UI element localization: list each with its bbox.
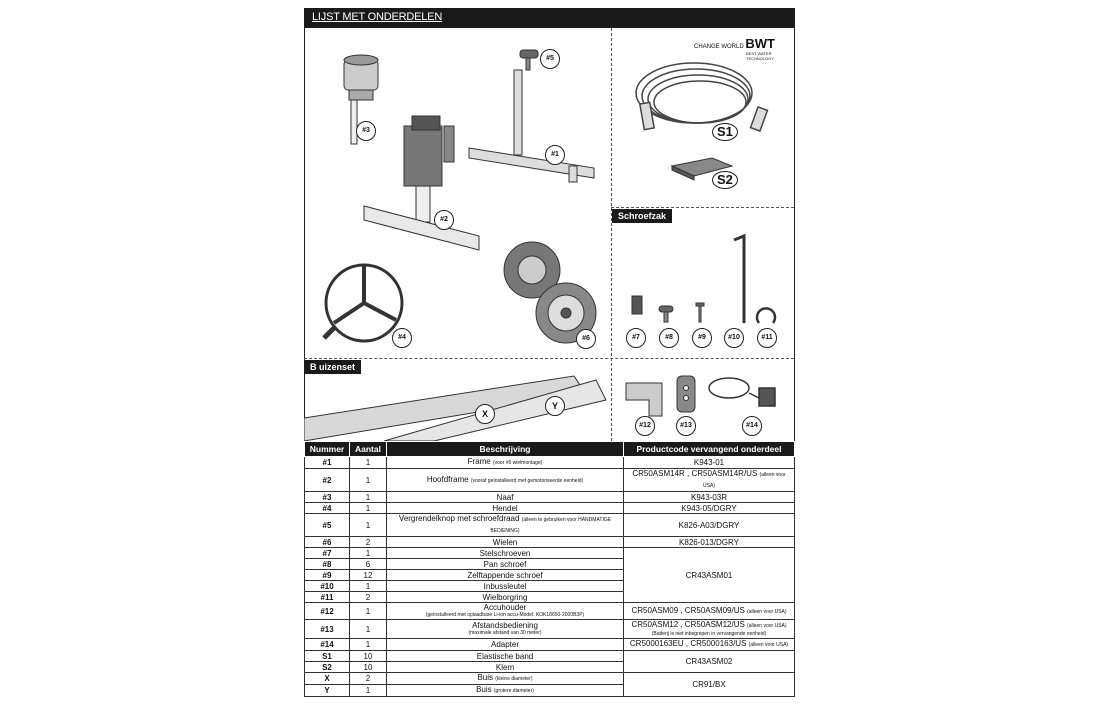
section-tubes-label: B uizenset [304, 360, 361, 374]
code-note: (alleen voor USA) [747, 623, 787, 629]
row-number: #12 [305, 603, 350, 620]
desc-note: (geïnstalleerd met oplaadbare Li-ion accu-Model: KOK18650-2000B3P) [425, 612, 585, 618]
row-desc [387, 685, 624, 697]
row-desc [387, 469, 624, 492]
row-qty: 1 [350, 492, 387, 503]
desc-note: (kleine diameter) [495, 676, 533, 682]
desc-text: Frame [467, 457, 491, 466]
frame1-drawing [469, 50, 594, 182]
logo-change-world: CHANGE WORLD [694, 44, 744, 50]
frame2-drawing [364, 116, 479, 250]
table-row [305, 469, 795, 492]
row-desc: Elastische band [387, 651, 624, 662]
callout-s1: S1 [712, 123, 738, 141]
table-row [305, 457, 795, 469]
row-qty: 1 [350, 581, 387, 592]
handwheel-drawing [324, 265, 402, 341]
row-code [624, 469, 795, 492]
parts-illustration [304, 8, 795, 441]
desc-text: Buis [477, 673, 494, 682]
table-row [305, 639, 795, 651]
screws-drawing [632, 236, 775, 323]
table-row [305, 492, 795, 503]
row-code: K826-013/DGRY [624, 537, 795, 548]
code-note: (alleen voor USA) [747, 608, 787, 615]
table-row [305, 673, 795, 685]
row-qty: 12 [350, 570, 387, 581]
desc-text: Buis [476, 685, 492, 694]
row-number: #2 [305, 469, 350, 492]
table-row [305, 537, 795, 548]
wheels-drawing [504, 242, 596, 343]
row-desc: Pan schroef [387, 559, 624, 570]
row-desc [387, 457, 624, 469]
bands-drawing [636, 63, 767, 131]
desc-text: Accuhouder [483, 603, 527, 612]
callout-10: #10 [724, 328, 744, 348]
row-number: S2 [305, 662, 350, 673]
callout-6: #6 [576, 329, 596, 349]
row-qty: 1 [350, 685, 387, 697]
code-text: CR5000163EU , CR5000163/US [629, 639, 747, 648]
row-number: #5 [305, 514, 350, 537]
row-qty: 1 [350, 603, 387, 620]
row-number: S1 [305, 651, 350, 662]
callout-12: #12 [635, 416, 655, 436]
row-number: X [305, 673, 350, 685]
row-desc: Wielborgring [387, 592, 624, 603]
parts-sheet [304, 8, 795, 716]
row-code: K943-01 [624, 457, 795, 469]
row-code-merged: CR43ASM01 [624, 548, 795, 603]
table-row [305, 503, 795, 514]
code-text: CR50ASM12 , CR50ASM12/US [631, 620, 745, 629]
row-qty: 2 [350, 673, 387, 685]
row-number: #13 [305, 620, 350, 639]
row-desc: Naaf [387, 492, 624, 503]
row-code-merged: CR43ASM02 [624, 651, 795, 673]
row-number: #1 [305, 457, 350, 469]
callout-1: #1 [545, 145, 565, 165]
row-qty: 1 [350, 548, 387, 559]
desc-text: Hoofdframe [426, 474, 469, 484]
code-text: CR50ASM09 , CR50ASM09/US [631, 605, 745, 615]
callout-14: #14 [742, 416, 762, 436]
row-desc [387, 620, 624, 639]
code-note: (alleen voor USA) [703, 472, 786, 489]
code-text: CR50ASM14R , CR50ASM14R/US [632, 469, 758, 478]
desc-note: (vooraf geïnstalleerd met gemotoriseerde eenheid) [470, 477, 584, 484]
desc-note: (alleen te gebruiken voor HANDMATIGE BEDIENING) [490, 517, 612, 534]
callout-7: #7 [626, 328, 646, 348]
code-sub: (Batterij is niet inbegrepen in vervangende eenheid) [651, 631, 767, 637]
logo-bwt: BWT [745, 36, 775, 51]
row-code: K943-03R [624, 492, 795, 503]
row-qty: 1 [350, 620, 387, 639]
callout-13: #13 [676, 416, 696, 436]
col-header-qty: Aantal [350, 442, 387, 457]
desc-note: (voor #6 wielmontage) [492, 460, 543, 466]
row-code-merged: CR91/BX [624, 673, 795, 697]
row-qty: 10 [350, 662, 387, 673]
row-desc [387, 514, 624, 537]
desc-text: Vergrendelknop met schroefdraad [398, 514, 520, 523]
row-code: K943-05/DGRY [624, 503, 795, 514]
battery-holder-drawing [626, 383, 662, 416]
parts-table [304, 441, 795, 697]
brand-logo [694, 36, 795, 61]
row-number: #6 [305, 537, 350, 548]
callout-y: Y [545, 396, 565, 416]
callout-8: #8 [659, 328, 679, 348]
callout-s2: S2 [712, 171, 738, 189]
callout-5: #5 [540, 49, 560, 69]
row-number: #14 [305, 639, 350, 651]
row-desc: Inbussleutel [387, 581, 624, 592]
row-qty: 6 [350, 559, 387, 570]
row-code [624, 620, 795, 639]
callout-3: #3 [356, 121, 376, 141]
table-row [305, 603, 795, 620]
col-header-number: Nummer [305, 442, 350, 457]
row-qty: 1 [350, 503, 387, 514]
row-number: #4 [305, 503, 350, 514]
col-header-description: Beschrijving [387, 442, 624, 457]
row-desc: Zelftappende schroef [387, 570, 624, 581]
row-number: #3 [305, 492, 350, 503]
callout-9: #9 [692, 328, 712, 348]
page-title: LIJST MET ONDERDELEN [312, 11, 443, 23]
table-row [305, 514, 795, 537]
table-row [305, 620, 795, 639]
row-qty: 1 [350, 457, 387, 469]
row-code [624, 639, 795, 651]
desc-note: (grotere diameter) [493, 688, 534, 694]
row-number: #10 [305, 581, 350, 592]
callout-4: #4 [392, 328, 412, 348]
table-row [305, 548, 795, 559]
row-qty: 1 [350, 469, 387, 492]
row-number: #7 [305, 548, 350, 559]
callout-11: #11 [757, 328, 777, 348]
row-desc: Stelschroeven [387, 548, 624, 559]
row-desc [387, 673, 624, 685]
row-number: #8 [305, 559, 350, 570]
row-number: #9 [305, 570, 350, 581]
row-code [624, 603, 795, 620]
table-header-row [305, 442, 795, 457]
row-desc: Adapter [387, 639, 624, 651]
logo-tagline: BEST WATER TECHNOLOGY [746, 51, 775, 61]
code-note: (alleen voor USA) [748, 642, 789, 648]
desc-text: Afstandsbediening [472, 621, 538, 630]
row-qty: 1 [350, 639, 387, 651]
col-header-code: Productcode vervangend onderdeel [624, 442, 795, 457]
row-desc: Wielen [387, 537, 624, 548]
remote-drawing [677, 376, 695, 412]
row-code: K826-A03/DGRY [624, 514, 795, 537]
row-number: #11 [305, 592, 350, 603]
row-qty: 1 [350, 514, 387, 537]
row-desc: Hendel [387, 503, 624, 514]
adapter-drawing [709, 378, 775, 406]
callout-x: X [475, 404, 495, 424]
row-qty: 2 [350, 537, 387, 548]
row-desc [387, 603, 624, 620]
row-number: Y [305, 685, 350, 697]
desc-note: (maximale afstand van 30 meter) [468, 630, 542, 636]
table-row [305, 651, 795, 662]
callout-2: #2 [434, 210, 454, 230]
row-desc: Klem [387, 662, 624, 673]
row-qty: 2 [350, 592, 387, 603]
section-screws-label: Schroefzak [612, 209, 672, 223]
row-qty: 10 [350, 651, 387, 662]
